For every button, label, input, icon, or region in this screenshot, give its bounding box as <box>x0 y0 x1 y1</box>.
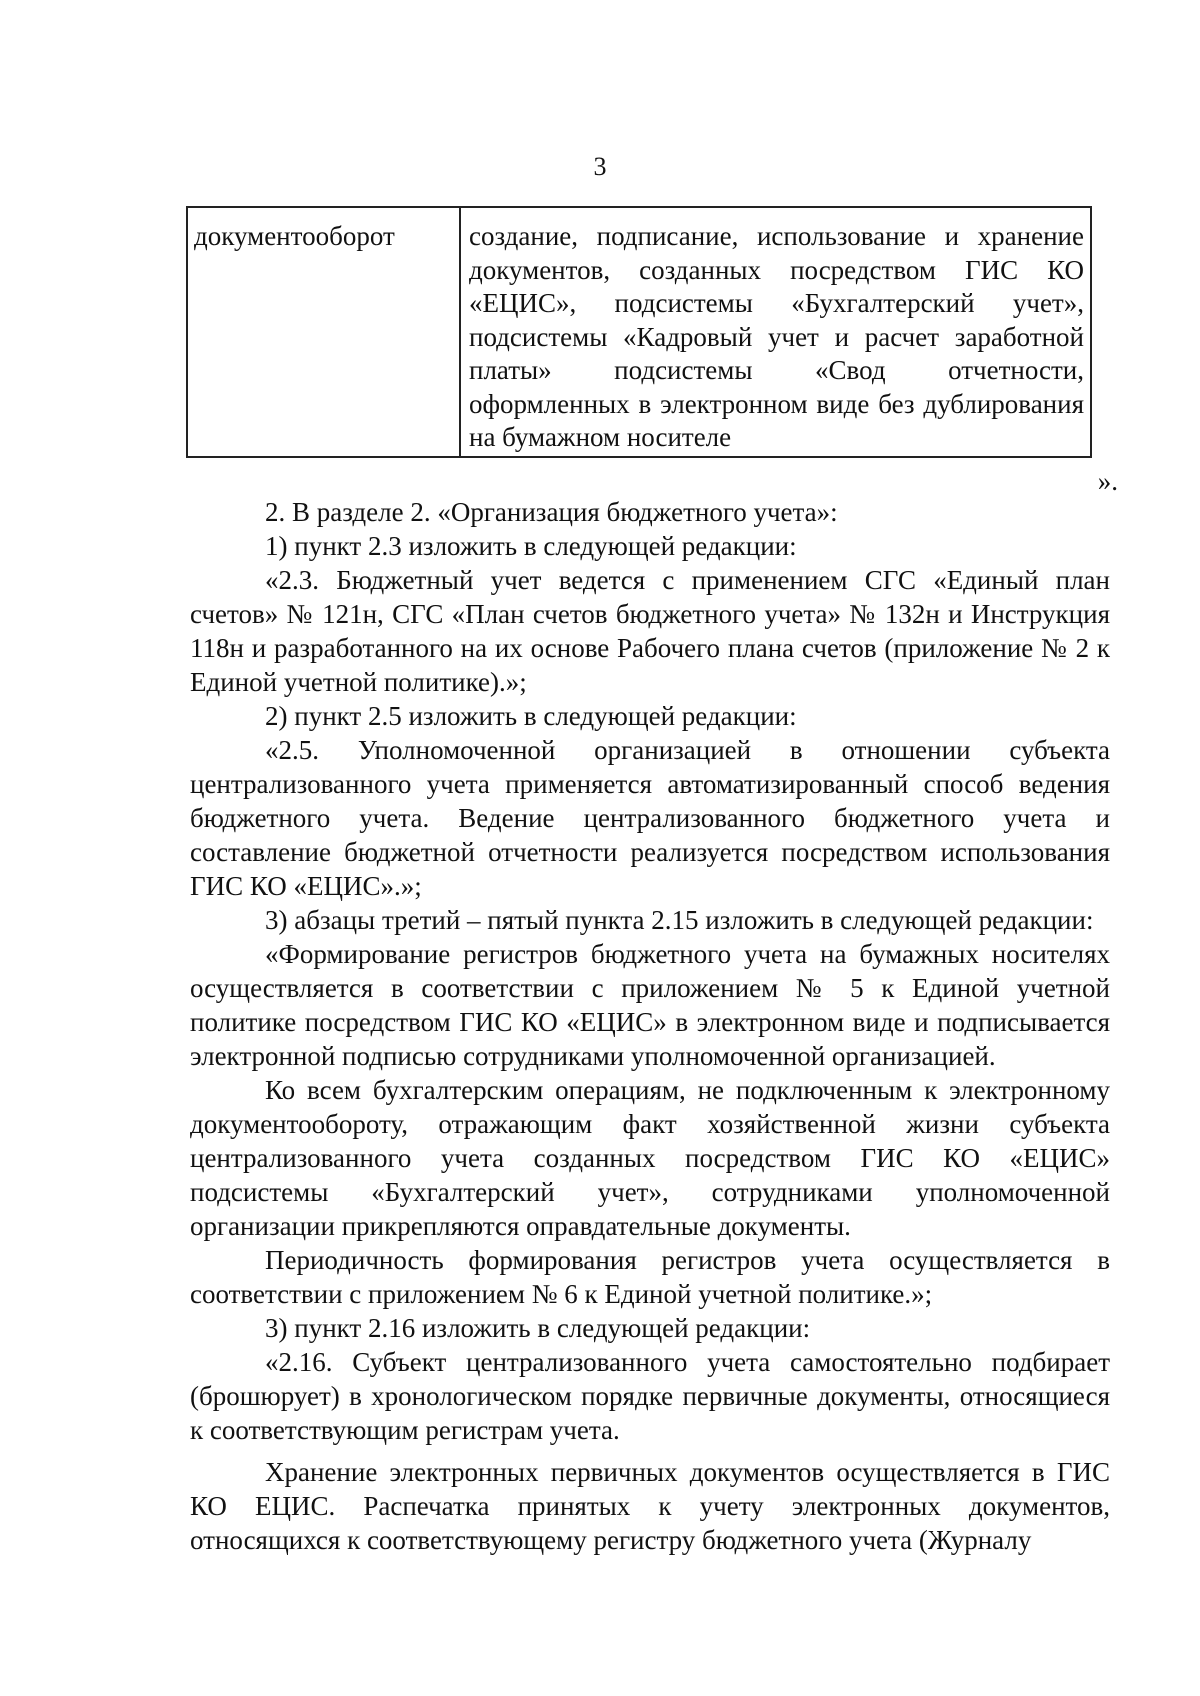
paragraph-periodicity: Периодичность формирования регистров учета осуществляется в соответствии с приложением № 6 к Единой учетной политике.»; <box>190 1245 1110 1309</box>
paragraph-section-2-heading: 2. В разделе 2. «Организация бюджетного учета»: <box>265 497 838 527</box>
paragraph-item-1: 1) пункт 2.3 изложить в следующей редакции: <box>265 531 797 561</box>
paragraph-operations: Ко всем бухгалтерским операциям, не подключенным к электронному документообороту, отражающим факт хозяйственной жизни субъекта централизованного учета созданных посредством ГИС КО «ЕЦИС» подсистемы «Бухгалтерский учет», сотрудниками уполномоченной организации прикрепляются оправдательные документы. <box>190 1075 1110 1241</box>
page-number: 3 <box>593 152 607 181</box>
paragraph-item-2: 2) пункт 2.5 изложить в следующей редакции: <box>265 701 797 731</box>
table-definition-cell: создание, подписание, использование и хранение документов, созданных посредством ГИС КО «ЕЦИС», подсистемы «Бухгалтерский учет», подсистемы «Кадровый учет и расчет заработной платы» подсистемы «Свод отчетности, оформленных в электронном виде без дублирования на бумажном носителе <box>460 207 1091 457</box>
paragraph-clause-2-3: «2.3. Бюджетный учет ведется с применением СГС «Единый план счетов» № 121н, СГС «План счетов бюджетного учета» № 132н и Инструкция 118н и разработанного на их основе Рабочего плана счетов (приложение № 2 к Единой учетной политике).»; <box>190 565 1110 697</box>
paragraph-registers-formation: «Формирование регистров бюджетного учета на бумажных носителях осуществляется в соответствии с приложением № 5 к Единой учетной политике посредством ГИС КО «ЕЦИС» в электронном виде и подписывается электронной подписью сотрудниками уполномоченной организацией. <box>190 939 1110 1071</box>
paragraph-clause-2-16: «2.16. Субъект централизованного учета самостоятельно подбирает (брошюрует) в хронологическом порядке первичные документы, относящиеся к соответствующим регистрам учета. <box>190 1347 1110 1445</box>
paragraph-storage: Хранение электронных первичных документов осуществляется в ГИС КО ЕЦИС. Распечатка принятых к учету электронных документов, относящихся к соответствующему регистру бюджетного учета (Журналу <box>190 1457 1110 1555</box>
paragraph-clause-2-5: «2.5. Уполномоченной организацией в отношении субъекта централизованного учета применяется автоматизированный способ ведения бюджетного учета. Ведение централизованного бюджетного учета и составление бюджетной отчетности реализуется посредством использования ГИС КО «ЕЦИС».»; <box>190 735 1110 901</box>
paragraph-item-3-2-16: 3) пункт 2.16 изложить в следующей редакции: <box>265 1313 811 1343</box>
table-row <box>187 207 1091 457</box>
definition-table <box>186 206 1092 458</box>
table-closing-quote: ». <box>1097 466 1118 496</box>
paragraph-item-3-2-15: 3) абзацы третий – пятый пункта 2.15 изложить в следующей редакции: <box>265 905 1094 935</box>
table-term-cell: документооборот <box>187 207 460 457</box>
document-body <box>190 495 1110 1557</box>
